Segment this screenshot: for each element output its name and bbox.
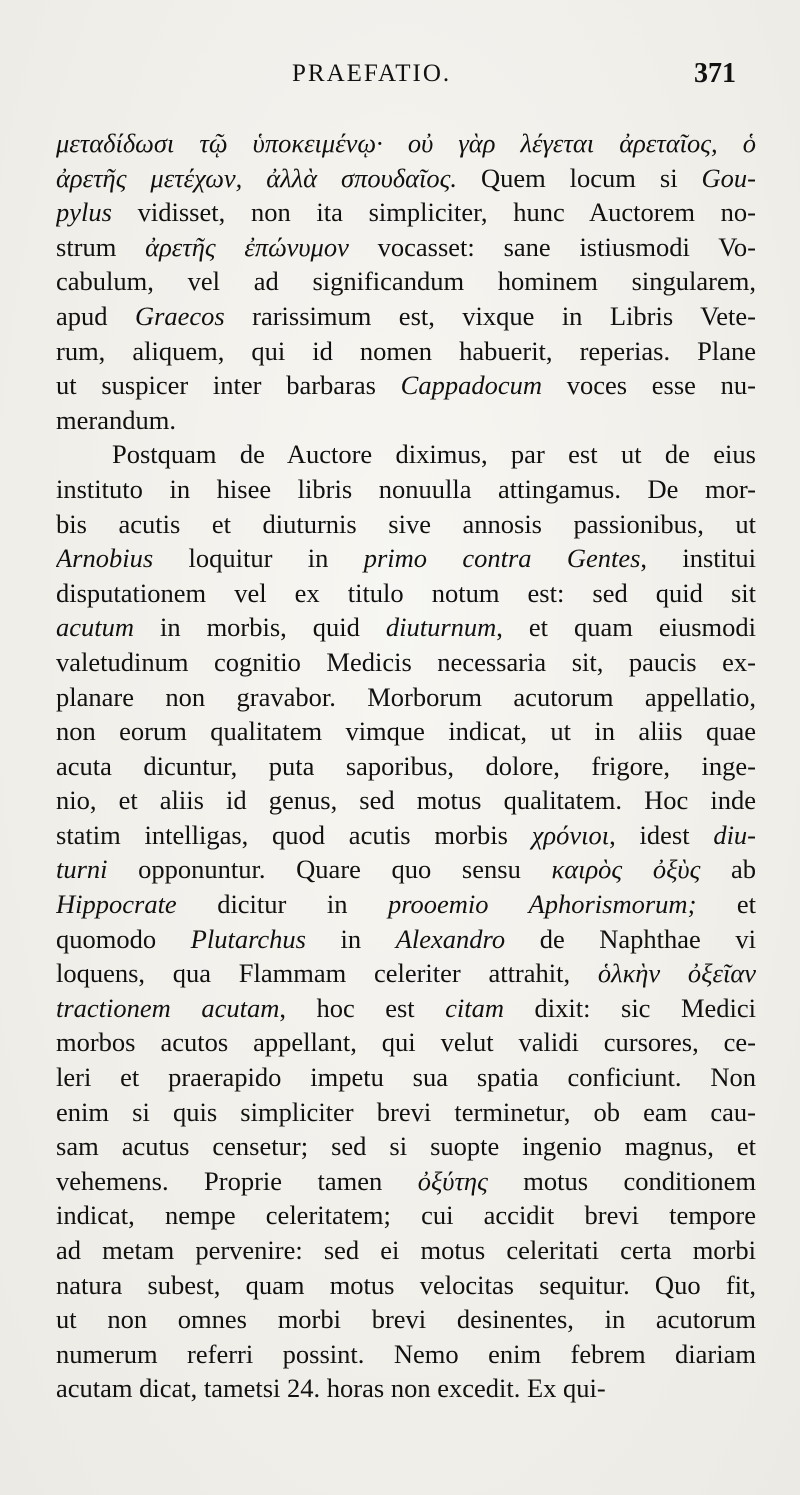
text-segment: de Naphthae vi bbox=[505, 923, 756, 954]
text-segment: indicat, nempe celeritatem; cui accidit brevi tempore bbox=[56, 1200, 756, 1231]
text-segment: non eorum qualitatem vimque indicat, ut in aliis quae bbox=[56, 716, 756, 747]
text-line bbox=[56, 1371, 756, 1406]
italic-text: μεταδίδωσι τῷ ὑποκειμένῳ· οὐ γὰρ λέγεται ἀρεταῖος, ὁ bbox=[56, 128, 756, 158]
text-segment: vocasset: sane istiusmodi Vo- bbox=[348, 231, 756, 262]
text-segment: ab bbox=[700, 854, 756, 885]
text-segment: enim si quis simpliciter brevi terminetur, ob eam cau- bbox=[56, 1096, 756, 1127]
text-segment: planare non gravabor. Morborum acutorum appellatio, bbox=[56, 681, 756, 712]
text-segment: Postquam de Auctore diximus, par est ut de eius bbox=[112, 439, 756, 470]
text-segment: voces esse nu- bbox=[542, 370, 756, 401]
text-line bbox=[56, 299, 756, 334]
italic-text: Gou- bbox=[701, 162, 756, 193]
text-segment: merandum. bbox=[56, 404, 176, 435]
italic-text: prooemio Aphorismorum; bbox=[387, 889, 697, 920]
text-line bbox=[56, 264, 756, 299]
italic-text: Alexandro bbox=[395, 923, 506, 954]
italic-text: ἀρετῆς ἐπώνυμον bbox=[145, 231, 349, 262]
text-line bbox=[56, 714, 756, 749]
text-line bbox=[56, 334, 756, 369]
text-segment: in morbis, quid bbox=[134, 612, 386, 643]
text-segment: statim intelligas, quod acutis morbis bbox=[56, 819, 532, 850]
text-line bbox=[56, 887, 756, 922]
page-number: 371 bbox=[694, 58, 736, 89]
text-line bbox=[56, 1233, 756, 1268]
italic-text: pylus bbox=[56, 197, 112, 228]
text-line bbox=[56, 991, 756, 1026]
italic-text: ὁλκὴν ὀξεῖαν bbox=[597, 958, 756, 989]
text-line bbox=[56, 368, 756, 403]
text-line bbox=[56, 1337, 756, 1372]
text-segment: apud bbox=[56, 300, 135, 331]
text-line bbox=[56, 230, 756, 265]
text-line bbox=[56, 1129, 756, 1164]
italic-text: ἀρετῆς μετέχων, ἀλλὰ σπουδαῖος. bbox=[56, 162, 457, 193]
text-segment: quomodo bbox=[56, 923, 191, 954]
text-segment: , hoc est bbox=[279, 992, 446, 1023]
text-line bbox=[56, 541, 756, 576]
text-segment: cabulum, vel ad significandum hominem singularem, bbox=[56, 266, 756, 297]
text-segment: , institui bbox=[640, 543, 756, 574]
text-segment: leri et praerapido impetu sua spatia conficiunt. Non bbox=[56, 1062, 756, 1093]
text-line bbox=[56, 956, 756, 991]
text-line bbox=[56, 1268, 756, 1303]
italic-text: Graecos bbox=[134, 300, 225, 331]
text-segment: Quem locum si bbox=[456, 162, 702, 193]
text-line bbox=[56, 1198, 756, 1233]
text-segment: dixit: sic Medici bbox=[504, 992, 756, 1023]
text-line bbox=[56, 852, 756, 887]
text-line bbox=[56, 472, 756, 507]
text-segment: ut suspicer inter barbaras bbox=[56, 370, 401, 401]
text-segment: ut non omnes morbi brevi desinentes, in acutorum bbox=[56, 1304, 756, 1335]
text-segment: acuta dicuntur, puta saporibus, dolore, frigore, inge- bbox=[56, 750, 756, 781]
text-segment: loquens, qua Flammam celeriter attrahit, bbox=[56, 958, 598, 989]
italic-text: Cappadocum bbox=[400, 370, 542, 401]
text-segment: in bbox=[306, 923, 396, 954]
text-line bbox=[56, 1060, 756, 1095]
text-line bbox=[56, 1302, 756, 1337]
page-header bbox=[0, 60, 800, 100]
text-line bbox=[56, 1025, 756, 1060]
text-segment: opponuntur. Quare quo sensu bbox=[107, 854, 552, 885]
text-line bbox=[56, 161, 756, 196]
italic-text: acutum bbox=[56, 612, 135, 643]
text-segment: nio, et aliis id genus, sed motus qualitatem. Hoc inde bbox=[56, 785, 756, 816]
text-segment: ad metam pervenire: sed ei motus celeritati certa morbi bbox=[56, 1235, 756, 1265]
text-segment: morbos acutos appellant, qui velut validi cursores, ce- bbox=[56, 1027, 756, 1058]
text-segment: valetudinum cognitio Medicis necessaria sit, paucis ex- bbox=[56, 646, 756, 677]
text-segment: rum, aliquem, qui id nomen habuerit, reperias. Plane bbox=[56, 335, 756, 366]
italic-text: ὀξύτης bbox=[417, 1165, 488, 1196]
text-segment: sam acutus censetur; sed si suopte ingenio magnus, et bbox=[56, 1131, 756, 1162]
text-line bbox=[56, 403, 756, 438]
text-segment: numerum referri possint. Nemo enim febrem diariam bbox=[56, 1338, 756, 1369]
text-line bbox=[56, 507, 756, 542]
text-line bbox=[56, 645, 756, 680]
italic-text: Hippocrate bbox=[56, 889, 177, 920]
text-line bbox=[56, 783, 756, 818]
text-segment: natura subest, quam motus velocitas sequitur. Quo fit, bbox=[56, 1269, 756, 1300]
text-line bbox=[56, 126, 756, 161]
text-segment: motus conditionem bbox=[487, 1165, 756, 1196]
text-line bbox=[56, 195, 756, 230]
text-segment: instituto in hisee libris nonuulla attingamus. De mor- bbox=[56, 473, 756, 504]
text-line bbox=[56, 749, 756, 784]
italic-text: citam bbox=[445, 992, 505, 1023]
text-line bbox=[56, 437, 756, 472]
text-line bbox=[56, 610, 756, 645]
text-line bbox=[56, 1095, 756, 1130]
text-segment: vidisset, non ita simpliciter, hunc Auctorem no- bbox=[111, 197, 756, 228]
italic-text: χρόνιοι bbox=[531, 819, 610, 850]
italic-text: primo contra Gentes bbox=[363, 543, 641, 574]
text-segment: vehemens. Proprie tamen bbox=[56, 1165, 418, 1196]
italic-text: diuturnum bbox=[385, 612, 497, 643]
body-text bbox=[56, 126, 756, 1406]
text-segment: acutam dicat, tametsi 24. horas non excedit. Ex qui- bbox=[56, 1373, 606, 1404]
text-segment: disputationem vel ex titulo notum est: sed quid sit bbox=[56, 577, 756, 608]
text-segment: strum bbox=[56, 231, 146, 262]
running-head: PRAEFATIO. bbox=[292, 60, 452, 87]
text-segment: rarissimum est, vixque in Libris Vete- bbox=[224, 300, 756, 331]
text-segment: dicitur in bbox=[176, 889, 388, 920]
italic-text: diu- bbox=[713, 819, 756, 850]
italic-text: turni bbox=[56, 854, 108, 885]
text-segment: loquitur in bbox=[153, 543, 364, 574]
text-line bbox=[56, 818, 756, 853]
italic-text: Plutarchus bbox=[190, 923, 306, 954]
text-segment: et bbox=[696, 889, 756, 920]
italic-text: καιρὸς ὀξὺς bbox=[551, 854, 701, 885]
text-line bbox=[56, 922, 756, 957]
text-segment: , idest bbox=[609, 819, 714, 850]
text-segment: bis acutis et diuturnis sive annosis passionibus, ut bbox=[56, 508, 756, 539]
text-segment: , et quam eiusmodi bbox=[496, 612, 756, 643]
text-line bbox=[56, 680, 756, 715]
italic-text: tractionem acutam bbox=[56, 992, 280, 1023]
text-line bbox=[56, 576, 756, 611]
text-line bbox=[56, 1164, 756, 1199]
italic-text: Arnobius bbox=[56, 543, 154, 574]
